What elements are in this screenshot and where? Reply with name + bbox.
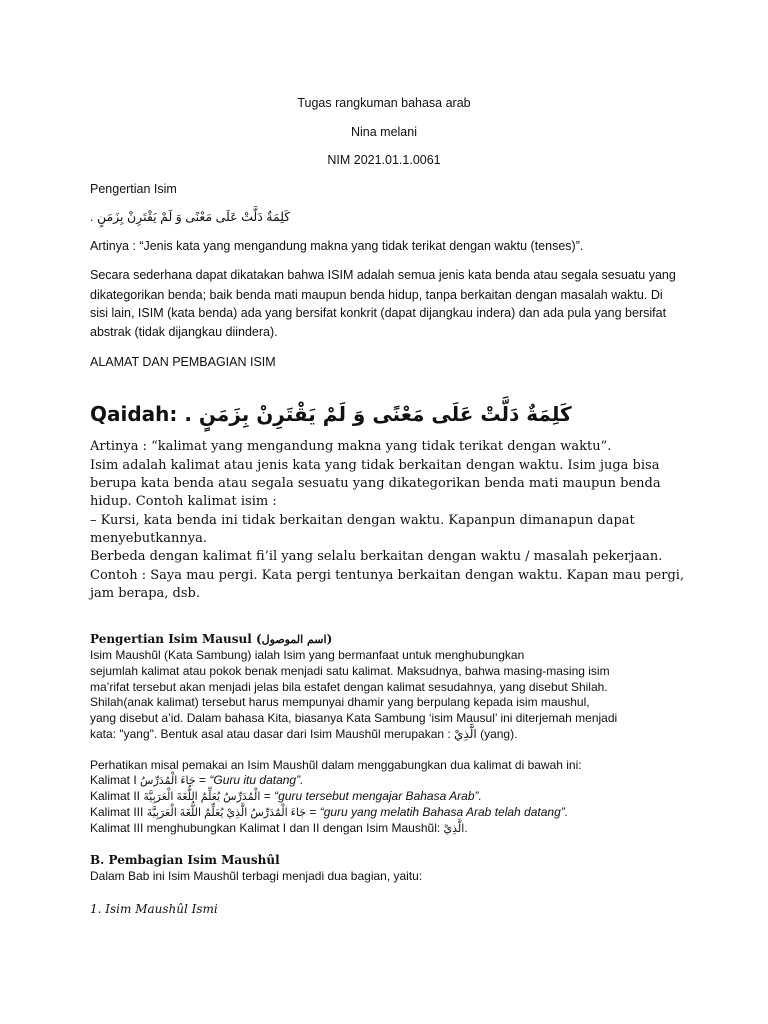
section-heading-isim: Pengertian Isim — [90, 182, 177, 196]
kalimat-1-arabic: جَاءَ الْمُدَرِّسُ — [140, 775, 196, 787]
kalimat-3 — [90, 805, 568, 819]
qaidah-text-line: menyebutkannya. — [90, 531, 207, 546]
mausul-heading-arabic: اسم الموصول — [261, 633, 327, 646]
qaidah-text-line: Isim adalah kalimat atau jenis kata yang tidak berkaitan dengan waktu. Isim juga bisa — [90, 458, 660, 473]
qaidah-text-line: hidup. Contoh kalimat isim : — [90, 494, 277, 509]
qaidah-text-line: Berbeda dengan kalimat fi’il yang selalu berkaitan dengan waktu / masalah pekerjaan. — [90, 549, 663, 564]
kalimat-3-eq: = — [306, 805, 320, 819]
kalimat-2-eq: = — [260, 789, 275, 803]
kalimat-1-label: Kalimat I — [90, 773, 141, 787]
qaidah-text-line: – Kursi, kata benda ini tidak berkaitan dengan waktu. Kapanpun dimanapun dapat — [90, 513, 635, 528]
doc-title: Tugas rangkuman bahasa arab — [297, 96, 471, 110]
mausul-heading-text: Pengertian Isim Mausul ( — [90, 632, 262, 646]
qaidah-text-line: berupa kata benda atau segala sesuatu yang dikategorikan benda mati maupun benda — [90, 476, 661, 491]
contoh-intro: Perhatikan misal pemakai an Isim Maushũl dalam menggabungkan dua kalimat di bawah ini: — [90, 758, 582, 772]
kalimat-3-label: Kalimat III — [90, 805, 147, 819]
contoh-closing — [90, 821, 468, 835]
qaidah-text-line: jam berapa, dsb. — [90, 586, 201, 601]
qaidah-text-line: Contoh : Saya mau pergi. Kata pergi tentunya berkaitan dengan waktu. Kapan mau pergi, — [90, 568, 685, 583]
mausul-last-line-end: (yang). — [476, 727, 518, 741]
kalimat-2-arabic: الْمُدَرِّسُ يُعَلِّمُ اللُّغَةَ الْعَرَبِيَّةَ — [143, 791, 261, 803]
kalimat-1-eq: = — [195, 773, 210, 787]
contoh-closing-end: . — [464, 821, 468, 835]
qaidah-arabic: كَلِمَةٌ دَلَّتْ عَلَى مَعْنًى وَ لَمْ يَقْتَرِنْ بِزَمَنٍ . — [184, 402, 572, 426]
pembagian-subheading: 1. Isim Maushûl Ismi — [90, 902, 218, 916]
paragraph-line: Secara sederhana dapat dikatakan bahwa ISIM adalah semua jenis kata benda atau segala sesuatu yang — [90, 268, 676, 282]
kalimat-2-translation: “guru tersebut mengajar Bahasa Arab”. — [274, 789, 482, 803]
mausul-text-line: Shilah(anak kalimat) tersebut harus mempunyai dhamir yang berpulang kepada isim maushul, — [90, 695, 590, 709]
kalimat-1-translation: “Guru itu datang”. — [209, 773, 304, 787]
artinya-line: Artinya : “Jenis kata yang mengandung makna yang tidak terikat dengan waktu (tenses)”. — [90, 239, 584, 253]
mausul-text-line: ma’rifat tersebut akan menjadi jelas bila estafet dengan kalimat sesudahnya, yang disebut Shilah. — [90, 680, 608, 694]
section-heading-alamat: ALAMAT DAN PEMBAGIAN ISIM — [90, 355, 276, 369]
paragraph-line: sisi lain, ISIM (kata benda) ada yang bersifat konkrit (dapat dijangkau indera) dan ada pula yang bersifat — [90, 306, 667, 320]
kalimat-2 — [90, 789, 482, 803]
kalimat-3-arabic: جَاءَ الْمُدَرِّسُ الَّذِيْ يُعَلِّمُ اللُّغَةَ الْعَرَبِيَّةَ — [146, 807, 307, 819]
kalimat-1 — [90, 773, 303, 787]
paragraph-line: dikategorikan benda; baik benda mati maupun benda hidup, tanpa berkaitan dengan masalah waktu. Di — [90, 288, 663, 302]
kalimat-3-translation: “guru yang melatih Bahasa Arab telah datang”. — [319, 805, 569, 819]
mausul-text-line: Isim Maushũl (Kata Sambung) ialah Isim yang bermanfaat untuk menghubungkan — [90, 648, 525, 662]
mausul-last-line-arabic: الَّذِيْ — [454, 727, 477, 741]
pembagian-heading: B. Pembagian Isim Maushûl — [90, 853, 280, 867]
qaidah-line — [90, 402, 572, 426]
qaidah-text-line: Artinya : “kalimat yang mengandung makna yang tidak terikat dengan waktu”. — [90, 439, 612, 454]
pembagian-line: Dalam Bab ini Isim Maushũl terbagi menjadi dua bagian, yaitu: — [90, 869, 423, 883]
mausul-text-line: yang disebut a’id. Dalam bahasa Kita, biasanya Kata Sambung ‘isim Mausul’ ini diterjemah menjadi — [90, 711, 618, 725]
mausul-last-line — [90, 727, 517, 741]
mausul-heading-close: ) — [326, 632, 333, 646]
arabic-definition-text: كَلِمَةٌ دَلَّتْ عَلَى مَعْنًى وَ لَمْ يَقْتَرِنْ بِزَمَنٍ . — [90, 210, 291, 224]
qaidah-label: Qaidah: — [90, 402, 178, 426]
student-id: NIM 2021.01.1.0061 — [327, 153, 441, 167]
arabic-definition — [90, 209, 291, 224]
author-name: Nina melani — [350, 125, 417, 139]
mausul-heading — [90, 632, 332, 646]
contoh-closing-arabic: الَّذِيْ — [443, 823, 465, 835]
paragraph-line: abstrak (tidak dijangkau diindera). — [90, 325, 278, 339]
mausul-text-line: sejumlah kalimat atau pokok benak menjadi satu kalimat. Maksudnya, bahwa masing-masing isim — [90, 664, 610, 678]
mausul-last-line-text: kata: "yang". Bentuk asal atau dasar dari Isim Maushũl merupakan : — [90, 727, 455, 741]
contoh-closing-text: Kalimat III menghubungkan Kalimat I dan II dengan Isim Maushũl: — [90, 821, 444, 835]
kalimat-2-label: Kalimat II — [90, 789, 144, 803]
